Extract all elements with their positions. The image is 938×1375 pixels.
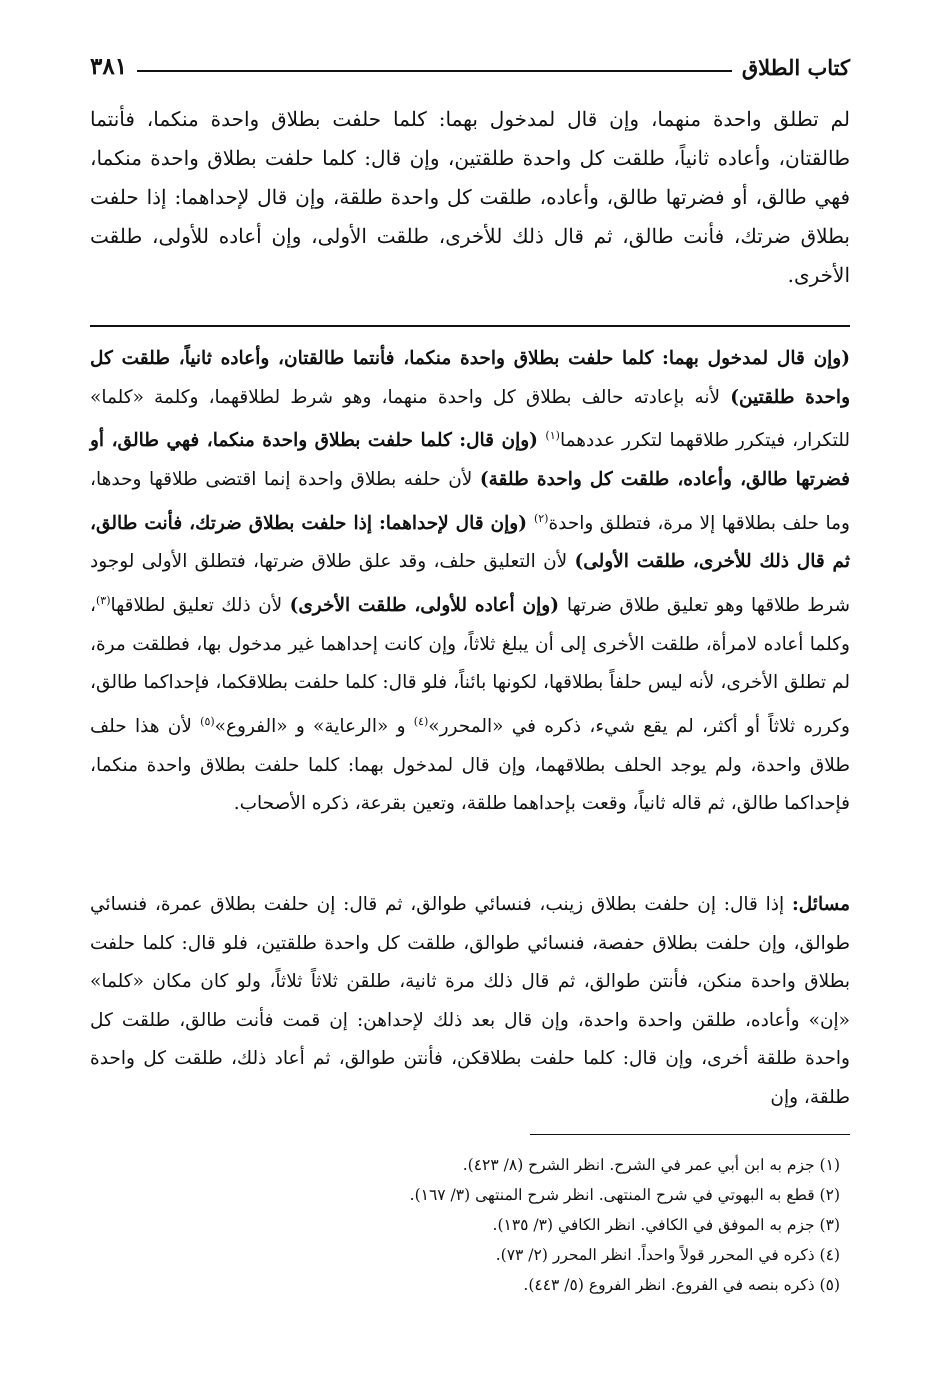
masail-paragraph — [90, 886, 850, 1118]
quoted-matn: (وإن قال: كلما حلفت بطلاق واحدة منكما، فهي طالق، أو فضرتها طالق، وأعاده، طلقت كل واحدة طلقة) — [90, 430, 850, 490]
matn-text: لم تطلق واحدة منهما، وإن قال لمدخول بهما: كلما حلفت بطلاق واحدة منكما، فأنتما طالقتان، وأعاده ثانياً، طلقت كل واحدة طلقتين، وإن قال: كلما حلفت بطلاق واحدة منكما، فهي طالق، أو فضرتها طالق، وأعاده، طلقت كل واحدة طلقة، وإن قال لإحداهما: إذا حلفت بطلاق ضرتك، فأنت طالق، ثم قال ذلك للأخرى، طلقت الأولى، وإن أعاده للأولى، طلقت الأخرى. — [90, 107, 850, 287]
footnote-ref: (٥) — [200, 714, 215, 728]
commentary-text: لأن ذلك تعليق لطلاقها — [110, 595, 290, 617]
quoted-matn: (وإن قال لمدخول بهما: كلما حلفت بطلاق واحدة منكما، فأنتما طالقتان، وأعاده ثانياً، طلقت كل واحدة طلقتين) — [90, 348, 851, 408]
footnote-4: (٤) ذكره في المحرر قولاً واحداً. انظر المحرر (٢/ ٧٣). — [495, 1246, 840, 1264]
running-header — [90, 40, 850, 80]
masail-text: إذا قال: إن حلفت بطلاق زينب، فنسائي طوالق، ثم قال: إن حلفت بطلاق عمرة، فنسائي طوالق، وإن حلفت بطلاق حفصة، فنسائي طوالق، طلقت كل واحدة طلقتين، فلو قال: كلما حلفت بطلاق واحدة منكن، فأنتن طوالق، ثم قال ذلك مرة ثانية، طلقن ثلاثاً ثلاثاً، ولو كان مكان «كلما» «إن» وأعاده، طلقن واحدة واحدة، وإن قال بعد ذلك لإحداهن: إن قمت فأنت طالق، طلقت كل واحدة طلقة أخرى، وإن قال: كلما حلفت بطلاقكن، فأنتن طوالق، ثم أعاد ذلك، طلقت كل واحدة طلقة، وإن — [90, 894, 850, 1108]
footnote-5: (٥) ذكره بنصه في الفروع. انظر الفروع (٥/ ٤٤٣). — [523, 1276, 840, 1294]
footnote-ref: (١) — [545, 429, 560, 443]
sharh-paragraph — [90, 340, 850, 824]
commentary-text: لأنه بإعادته حالف بطلاق كل واحدة منهما، وهو شرط لطلاقهما، وكلمة «كلما» للتكرار، فيتكرر طلاقهما لتكرر عددهما — [90, 386, 850, 452]
footnotes — [90, 1150, 840, 1300]
commentary-text: لأن حلفه بطلاق واحدة إنما اقتضى طلاقها وحدها، وما حلف بطلاقها إلا مرة، فتطلق واحدة — [90, 468, 850, 534]
commentary-text: و «الرعاية» و «الفروع» — [214, 715, 414, 737]
footnote-ref: (٣) — [95, 593, 111, 607]
chapter-title: كتاب الطلاق — [741, 55, 850, 80]
footnote-1: (١) جزم به ابن أبي عمر في الشرح. انظر الشرح (٨/ ٤٢٣). — [462, 1156, 840, 1174]
quoted-matn: (وإن أعاده للأولى، طلقت الأخرى) — [289, 595, 567, 617]
commentary-text: ، وكلما أعاده لامرأة، طلقت الأخرى إلى أن يبلغ ثلاثاً، وإن كانت إحداهما غير مدخول بها، فطلقت مرة، لم تطلق الأخرى، لأنه ليس حلفاً بطلاقها، لكونها بائناً، فلو قال: كلما حلفت بطلاقكما، فإحداكما طالق، وكرره ثلاثاً أو أكثر، لم يقع شيء، ذكره في «المحرر» — [90, 595, 850, 737]
footnote-2: (٢) قطع به البهوتي في شرح المنتهى. انظر شرح المنتهى (٣/ ١٦٧). — [409, 1186, 840, 1204]
header-rule — [137, 70, 732, 72]
commentary-text: لأن هذا حلف طلاق واحدة، ولم يوجد الحلف بطلاقهما، وإن قال لمدخول بهما: كلما حلفت بطلاق واحدة منكما، فإحداكما طالق، ثم قاله ثانياً، وقعت بإحداهما طلقة، وتعين بقرعة، ذكره الأصحاب. — [90, 715, 850, 815]
masail-label: مسائل: — [791, 894, 850, 915]
commentary-text: لأن التعليق حلف، وقد علق طلاق ضرتها، فتطلق الأولى لوجود شرط طلاقها وهو تعليق طلاق ضرتها — [90, 551, 850, 617]
matn-sharh-divider — [90, 325, 850, 327]
footnote-ref: (٤) — [413, 714, 429, 728]
footnote-rule — [530, 1134, 850, 1135]
footnote-ref: (٢) — [533, 511, 549, 525]
quoted-matn: (وإن قال لإحداهما: إذا حلفت بطلاق ضرتك، فأنت طالق، ثم قال ذلك للأخرى، طلقت الأولى) — [90, 512, 850, 573]
footnote-3: (٣) جزم به الموفق في الكافي. انظر الكافي (٣/ ١٣٥). — [492, 1216, 840, 1234]
page-number: ٣٨١ — [90, 53, 128, 80]
